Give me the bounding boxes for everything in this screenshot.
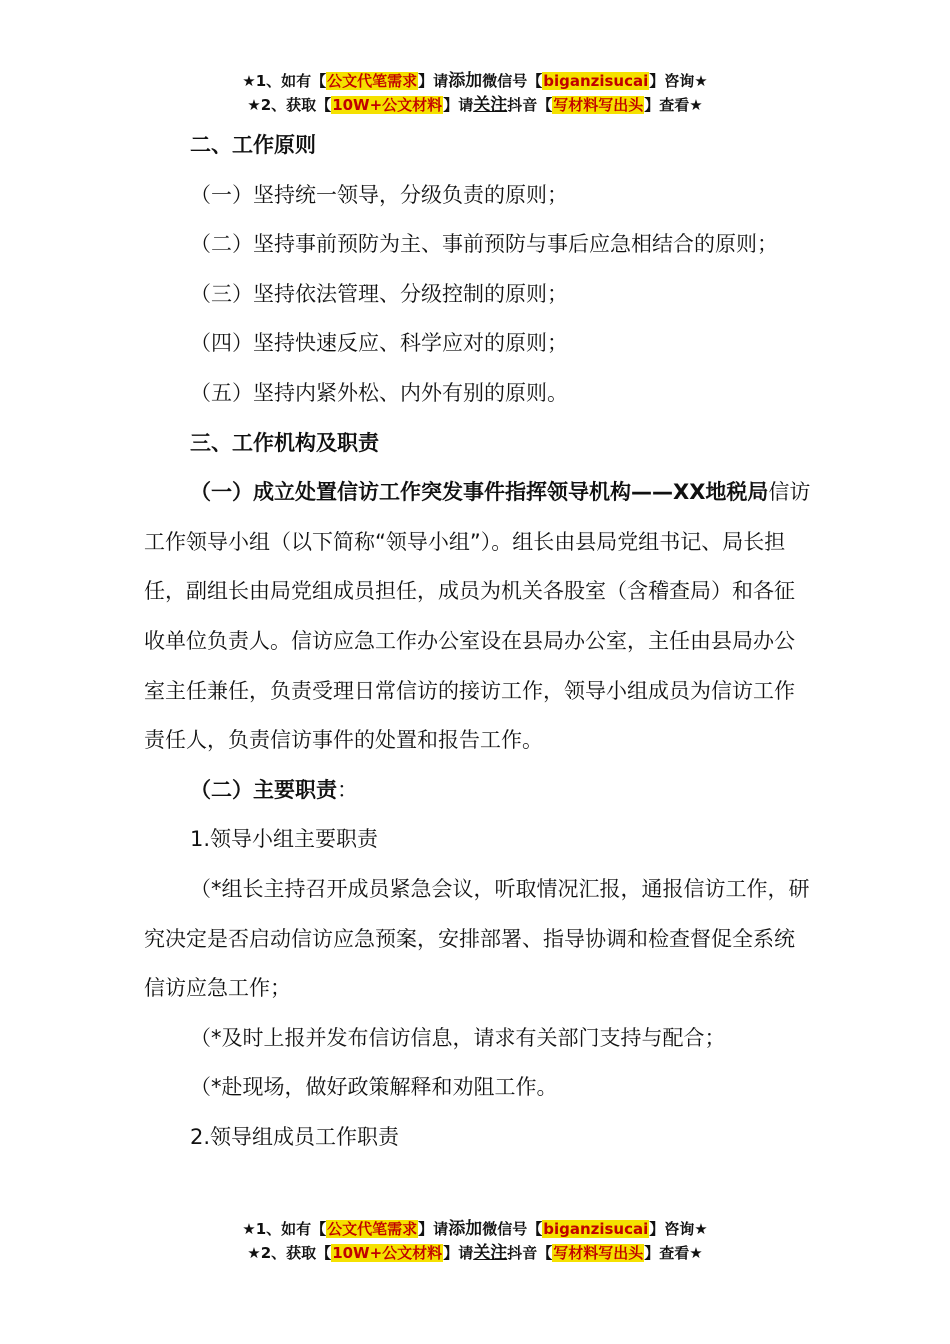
banner-text: 】请 <box>418 72 449 90</box>
banner-highlight: 10W+公文材料 <box>332 1244 443 1262</box>
banner-highlight: 公文代笔需求 <box>327 1220 418 1238</box>
principle-item: （三）坚持依法管理、分级控制的原则； <box>190 281 568 306</box>
banner-text: ★1、如有【 <box>242 1220 327 1238</box>
principle-item: （二）坚持事前预防为主、事前预防与事后应急相结合的原则； <box>190 232 778 257</box>
banner-line-2 <box>0 1241 950 1265</box>
banner-text: 】请 <box>443 96 474 114</box>
banner-text: ★2、获取【 <box>247 1244 332 1262</box>
banner-text: ★2、获取【 <box>247 96 332 114</box>
organization-lead: （一）成立处置信访工作突发事件指挥领导机构——XX地税局 <box>190 480 769 505</box>
document-body <box>144 121 814 1162</box>
principle-item: （五）坚持内紧外松、内外有别的原则。 <box>190 380 568 405</box>
banner-highlight: 写材料写出头 <box>553 1244 644 1262</box>
banner-text: 】查看★ <box>644 1244 703 1262</box>
banner-line-1 <box>0 69 950 93</box>
banner-emphasis: 添加 <box>448 1219 483 1239</box>
banner-line-1 <box>0 1217 950 1241</box>
subsection-heading <box>144 766 814 816</box>
duty-item: （*组长主持召开成员紧急会议，听取情况汇报，通报信访工作，研究决定是否启动信访应急预案，安排部署、指导协调和检查督促全系统信访应急工作； <box>144 876 810 1001</box>
banner-text: 抖音【 <box>507 96 553 114</box>
duties-heading: （二）主要职责 <box>190 777 337 802</box>
banner-text: 】咨询★ <box>649 72 708 90</box>
section-heading: 二、工作原则 <box>190 133 316 157</box>
banner-text: ★1、如有【 <box>242 72 327 90</box>
duty-item: （*赴现场，做好政策解释和劝阻工作。 <box>190 1075 558 1100</box>
banner-text: 】咨询★ <box>649 1220 708 1238</box>
banner-text: 抖音【 <box>507 1244 553 1262</box>
banner-text: 】请 <box>418 1220 449 1238</box>
principle-item: （四）坚持快速反应、科学应对的原则； <box>190 331 568 356</box>
banner-emphasis: 关注 <box>473 95 508 115</box>
duty-item: （*及时上报并发布信访信息，请求有关部门支持与配合； <box>190 1025 726 1050</box>
banner-emphasis: 关注 <box>473 1243 508 1263</box>
banner-highlight: 公文代笔需求 <box>327 72 418 90</box>
banner-highlight: 10W+公文材料 <box>332 96 443 114</box>
banner-text: 微信号【 <box>482 1220 543 1238</box>
banner-highlight: 写材料写出头 <box>553 96 644 114</box>
banner-highlight: biganzisucai <box>543 1220 649 1238</box>
banner-emphasis: 添加 <box>448 71 483 91</box>
banner-text: 微信号【 <box>482 72 543 90</box>
banner-highlight: biganzisucai <box>543 72 649 90</box>
section-heading: 三、工作机构及职责 <box>190 430 379 455</box>
duties-colon: ： <box>337 777 358 802</box>
banner-line-2 <box>0 93 950 117</box>
organization-paragraph <box>144 468 814 766</box>
banner-text: 】查看★ <box>644 96 703 114</box>
principle-item: （一）坚持统一领导，分级负责的原则； <box>190 182 568 207</box>
footer-banner <box>0 1217 950 1265</box>
subheading: 1.领导小组主要职责 <box>190 827 379 852</box>
banner-text: 】请 <box>443 1244 474 1262</box>
subheading: 2.领导组成员工作职责 <box>190 1124 400 1149</box>
organization-text: 信访工作领导小组（以下简称“领导小组”）。组长由县局党组书记、局长担任，副组长由局党组成员担任，成员为机关各股室（含稽查局）和各征收单位负责人。信访应急工作办公室设在县局办公室，主任由县局办公室主任兼任，负责受理日常信访的接访工作，领导小组成员为信访工作责任人，负责信访事件的处置和报告工作。 <box>144 480 811 753</box>
header-banner <box>0 69 950 117</box>
